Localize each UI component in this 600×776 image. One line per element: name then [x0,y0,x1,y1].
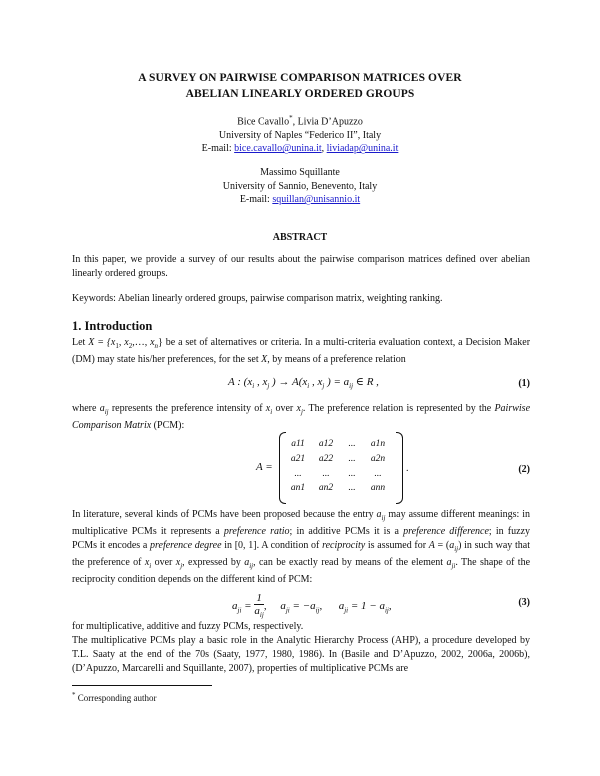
matrix-right-bracket [396,432,403,504]
paper-title [0,70,600,102]
matrix-lhs: A = [256,461,273,473]
matrix-cell: an1 [290,483,306,494]
matrix-cell: a1n [370,439,386,449]
intro-paragraph-5: The multiplicative PCMs play a basic role in the Analytic Hierarchy Process (AHP), a procedure developed by T.L. Saaty at the end of the 70s (Saaty, 1977, 1980, 1986). In (Basile and D’Apuzzo, 2002, 2006a, 2006b), (D’Apuzzo, Marcarelli and Squillante, 2007), properties of multiplicative PCMs are [72,635,530,674]
author-emails: E-mail: bice.cavallo@unina.it, liviadap@unina.it [201,143,399,155]
matrix-cell: ... [294,468,302,479]
keywords: Keywords: Abelian linearly ordered groups, pairwise comparison matrix, weighting ranking. [72,293,443,304]
email-link-squillante[interactable]: squillan@unisannio.it [272,194,361,205]
matrix-cell: ann [370,483,386,494]
matrix-cell: a21 [290,453,306,464]
matrix-cell: ... [322,468,330,479]
pairwise-matrix [284,438,392,495]
footnote-rule [72,685,212,686]
email-link-dapuzzo[interactable]: liviadap@unina.it [326,143,399,155]
matrix-cell: a2n [370,453,386,464]
author-names: Bice Cavallo*, Livia D’Apuzzo [237,114,363,128]
intro-paragraph-4: for multiplicative, additive and fuzzy PCMs, respectively. [72,621,304,632]
matrix-cell: ... [348,483,356,494]
equation-3-number: (3) [518,597,530,608]
abstract-text: In this paper, we provide a survey of our results about the pairwise comparison matrices defined over abelian linearly ordered groups. [72,254,530,279]
fraction: $\frac{1}{a_{ij}}$ [254,592,264,620]
author-block-2 [0,166,600,207]
intro-paragraph-1: Let $X = \{x_1$, $x_2,\dots$, $x_n$} be a set of alternatives or criteria. In a multi-criteria evaluation context, a Decision Maker (DM) may state his/her preferences, for the set X, by means of a preference relation [72,337,531,365]
author-email-2: E-mail: squillan@unisannio.it [239,194,361,205]
equation-3: $a_{ji}$ = $\frac{1}{a_{ij}}$ , $a_{ji} = -a_{ij}$, $a_{ji} = 1 - a_{ij}$, [232,592,392,620]
matrix-cell: a12 [318,439,334,449]
matrix-period: . [406,463,409,474]
abstract-heading: ABSTRACT [272,232,328,243]
author-affiliation: University of Naples “Federico II”, Italy [218,129,382,141]
footnote: * Corresponding author [72,691,157,703]
section-heading-introduction: 1. Introduction [72,319,153,333]
equation-1-number: (1) [518,378,530,389]
author-affiliation-2: University of Sannio, Benevento, Italy [222,180,378,192]
matrix-cell: ... [348,468,356,479]
author-name-squillante: Massimo Squillante [260,167,340,178]
author-block-1 [0,112,600,156]
equation-2-number: (2) [518,464,530,475]
intro-paragraph-2: where $a_{ij}$ represents the preference intensity of $x_i$ over $x_j$. The preference relation is represented by the Pairwise Comparison Matrix (PCM): [72,403,531,431]
title-line-2: ABELIAN LINEARLY ORDERED GROUPS [185,88,415,100]
matrix-cell: a22 [318,453,334,464]
intro-paragraph-3: In literature, several kinds of PCMs have been proposed because the entry $a_{ij}$ may assume different meanings: in multiplicative PCMs it represents a preference ratio; in additive PCMs it is a preference difference; in fuzzy PCMs it encodes a preference degree in [0, 1]. A condition of reciprocity is assumed for $A = (a_{ij})$ in such way that the preference of $x_i$ over $x_j$, expressed by $a_{ij}$, can be exactly read by means of the element $a_{ji}$. The shape of the reciprocity condition depends on the different kind of PCM: [72,509,531,585]
matrix-cell: an2 [318,483,334,494]
matrix-cell: ... [348,439,356,449]
equation-1: A : ($x_i$ , $x_j$ ) → $A(x_i$ , $x_j$ ) = $a_{ij}$ ∈ R , [228,376,379,391]
matrix-cell: ... [374,468,382,479]
matrix-cell: a11 [291,439,305,449]
email-link-cavallo[interactable]: bice.cavallo@unina.it [234,143,322,155]
title-line-1: A SURVEY ON PAIRWISE COMPARISON MATRICES OVER [138,72,462,84]
matrix-cell: ... [348,453,356,464]
